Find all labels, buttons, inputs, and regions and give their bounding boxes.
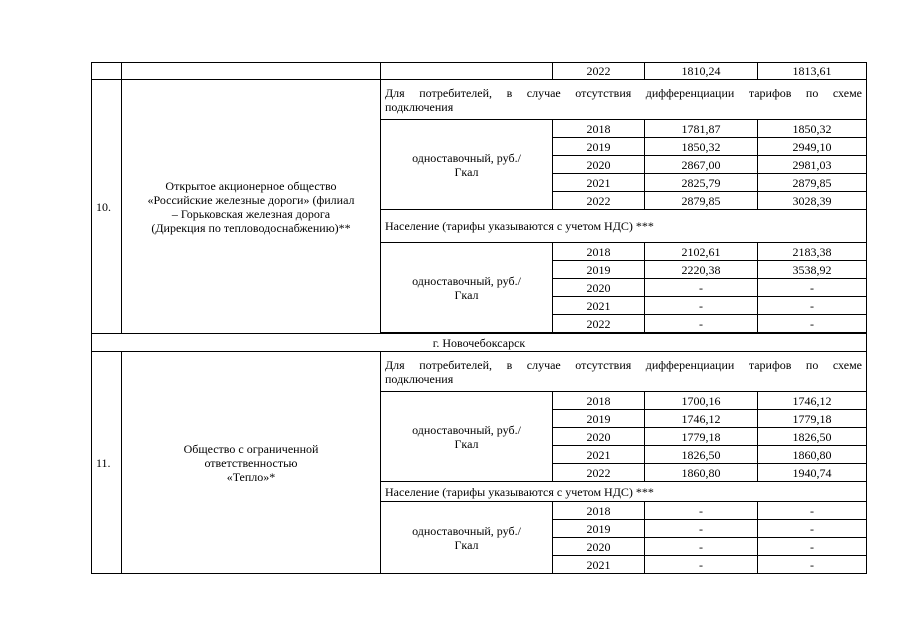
rate-type: одноставочный, руб./Гкал <box>381 502 553 574</box>
table-cell <box>381 63 553 80</box>
year-cell: 2020 <box>553 156 645 174</box>
table-row <box>92 352 867 392</box>
value-cell: 3028,39 <box>758 192 867 210</box>
year-cell: 2021 <box>553 297 645 315</box>
value-cell: 2867,00 <box>645 156 758 174</box>
year-cell: 2022 <box>553 192 645 210</box>
value-cell: 1746,12 <box>645 410 758 428</box>
value-cell: 2879,85 <box>645 192 758 210</box>
value-cell: 3538,92 <box>758 261 867 279</box>
year-cell: 2022 <box>553 464 645 482</box>
year-cell: 2018 <box>553 120 645 138</box>
value-cell: 1826,50 <box>758 428 867 446</box>
value-cell: 1860,80 <box>758 446 867 464</box>
year-cell: 2018 <box>553 392 645 410</box>
value-cell: 1746,12 <box>758 392 867 410</box>
value-cell: 1826,50 <box>645 446 758 464</box>
value-cell: - <box>645 315 758 333</box>
value-cell: 1779,18 <box>645 428 758 446</box>
organization-name: Общество с ограниченной ответственностью «Тепло»* <box>122 352 381 574</box>
year-cell: 2021 <box>553 556 645 574</box>
table-cell <box>92 63 122 80</box>
value-cell: - <box>645 556 758 574</box>
year-cell: 2021 <box>553 446 645 464</box>
value-cell: - <box>645 538 758 556</box>
value-cell: - <box>758 520 867 538</box>
table-row <box>92 334 867 352</box>
table-row <box>92 63 867 80</box>
value-cell: 1860,80 <box>645 464 758 482</box>
year-cell: 2020 <box>553 428 645 446</box>
year-cell: 2020 <box>553 279 645 297</box>
year-cell: 2019 <box>553 138 645 156</box>
value-cell: - <box>758 502 867 520</box>
year-cell: 2018 <box>553 243 645 261</box>
value-cell: - <box>645 502 758 520</box>
section-title: Население (тарифы указываются с учетом НДС) *** <box>381 482 867 502</box>
year-cell: 2020 <box>553 538 645 556</box>
section-title: Население (тарифы указываются с учетом НДС) *** <box>381 210 867 243</box>
value-cell: - <box>758 297 867 315</box>
value-cell: 1781,87 <box>645 120 758 138</box>
value-cell: - <box>758 279 867 297</box>
value-cell: - <box>645 520 758 538</box>
value-cell: 1850,32 <box>758 120 867 138</box>
year-cell: 2022 <box>553 63 645 80</box>
rate-type: одноставочный, руб./Гкал <box>381 392 553 482</box>
value-cell: 2949,10 <box>758 138 867 156</box>
rate-type: одноставочный, руб./Гкал <box>381 120 553 210</box>
value-cell: - <box>758 538 867 556</box>
value-cell: 2183,38 <box>758 243 867 261</box>
entry-number: 10. <box>92 80 122 334</box>
value-cell: - <box>645 279 758 297</box>
value-cell: 2220,38 <box>645 261 758 279</box>
year-cell: 2018 <box>553 502 645 520</box>
organization-name: Открытое акционерное общество «Российские железные дороги» (филиал – Горьковская железная дорога (Дирекция по тепловодоснабжению)** <box>122 80 381 334</box>
year-cell: 2022 <box>553 315 645 333</box>
value-cell: 1700,16 <box>645 392 758 410</box>
rate-type: одноставочный, руб./Гкал <box>381 243 553 333</box>
year-cell: 2021 <box>553 174 645 192</box>
value-cell: 2981,03 <box>758 156 867 174</box>
value-cell: 2879,85 <box>758 174 867 192</box>
value-cell: 2825,79 <box>645 174 758 192</box>
section-title: Для потребителей, в случае отсутствия дифференциации тарифов по схеме подключения <box>381 352 867 392</box>
value-cell: 1850,32 <box>645 138 758 156</box>
value-cell: 1779,18 <box>758 410 867 428</box>
city-heading: г. Новочебоксарск <box>92 334 867 352</box>
value-cell: 1940,74 <box>758 464 867 482</box>
value-cell: - <box>758 556 867 574</box>
section-title: Для потребителей, в случае отсутствия дифференциации тарифов по схеме подключения <box>381 80 867 120</box>
value-cell: - <box>758 315 867 333</box>
table-row <box>92 80 867 120</box>
value-cell: 1813,61 <box>758 63 867 80</box>
value-cell: 1810,24 <box>645 63 758 80</box>
tariff-table <box>91 62 867 574</box>
year-cell: 2019 <box>553 261 645 279</box>
value-cell: 2102,61 <box>645 243 758 261</box>
year-cell: 2019 <box>553 520 645 538</box>
year-cell: 2019 <box>553 410 645 428</box>
entry-number: 11. <box>92 352 122 574</box>
table-cell <box>122 63 381 80</box>
value-cell: - <box>645 297 758 315</box>
